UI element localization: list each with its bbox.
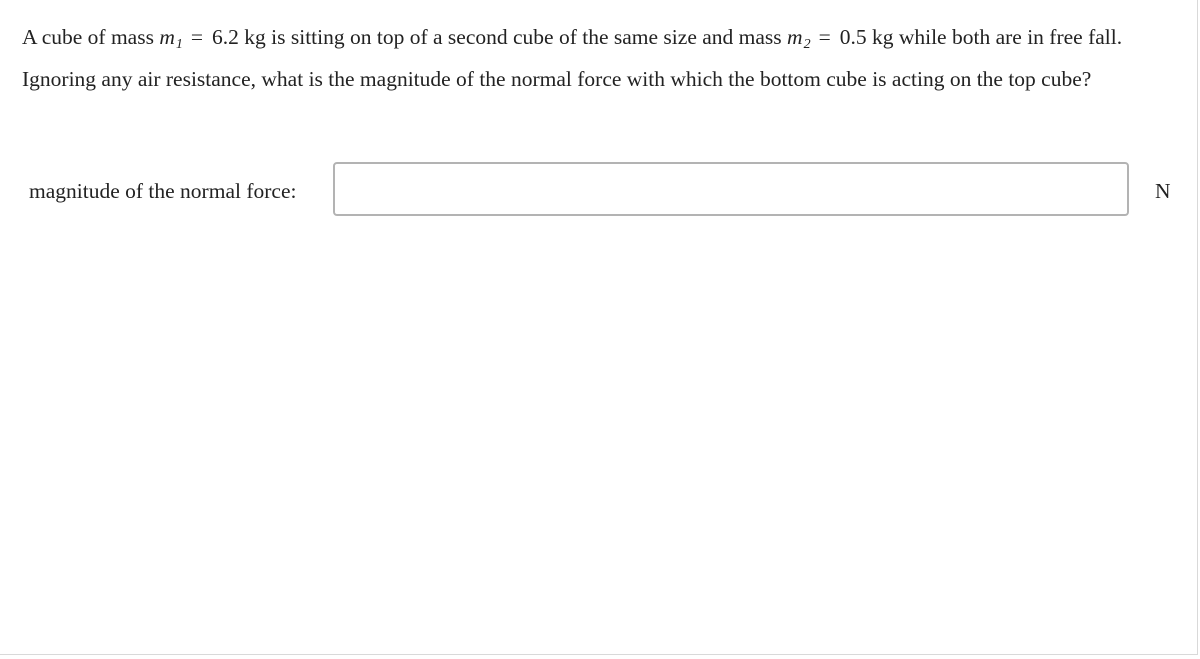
answer-row <box>0 162 1198 216</box>
question-line-1 <box>22 20 1182 62</box>
normal-force-input[interactable] <box>333 162 1129 216</box>
question-text-segment: A cube of mass <box>22 25 160 49</box>
question-line-2: Ignoring any air resistance, what is the magnitude of the normal force with which the bottom cube is acting on the top cube? <box>22 67 1092 91</box>
question-text <box>22 20 1182 97</box>
mass-2-value: 0.5 kg <box>839 25 894 49</box>
mass-1-symbol: $m_1$ <box>159 25 183 52</box>
answer-label: magnitude of the normal force: <box>29 179 297 203</box>
unit-label: N <box>1155 179 1171 203</box>
question-text-segment: is sitting on top of a second cube of the same size and mass <box>265 25 788 49</box>
mass-2-symbol: $m_2$ <box>787 25 811 52</box>
question-text-segment: while both are in free fall. <box>893 25 1123 49</box>
mass-1-value: 6.2 kg <box>212 25 266 49</box>
equals-sign: = <box>818 25 831 49</box>
equals-sign: = <box>190 25 204 49</box>
